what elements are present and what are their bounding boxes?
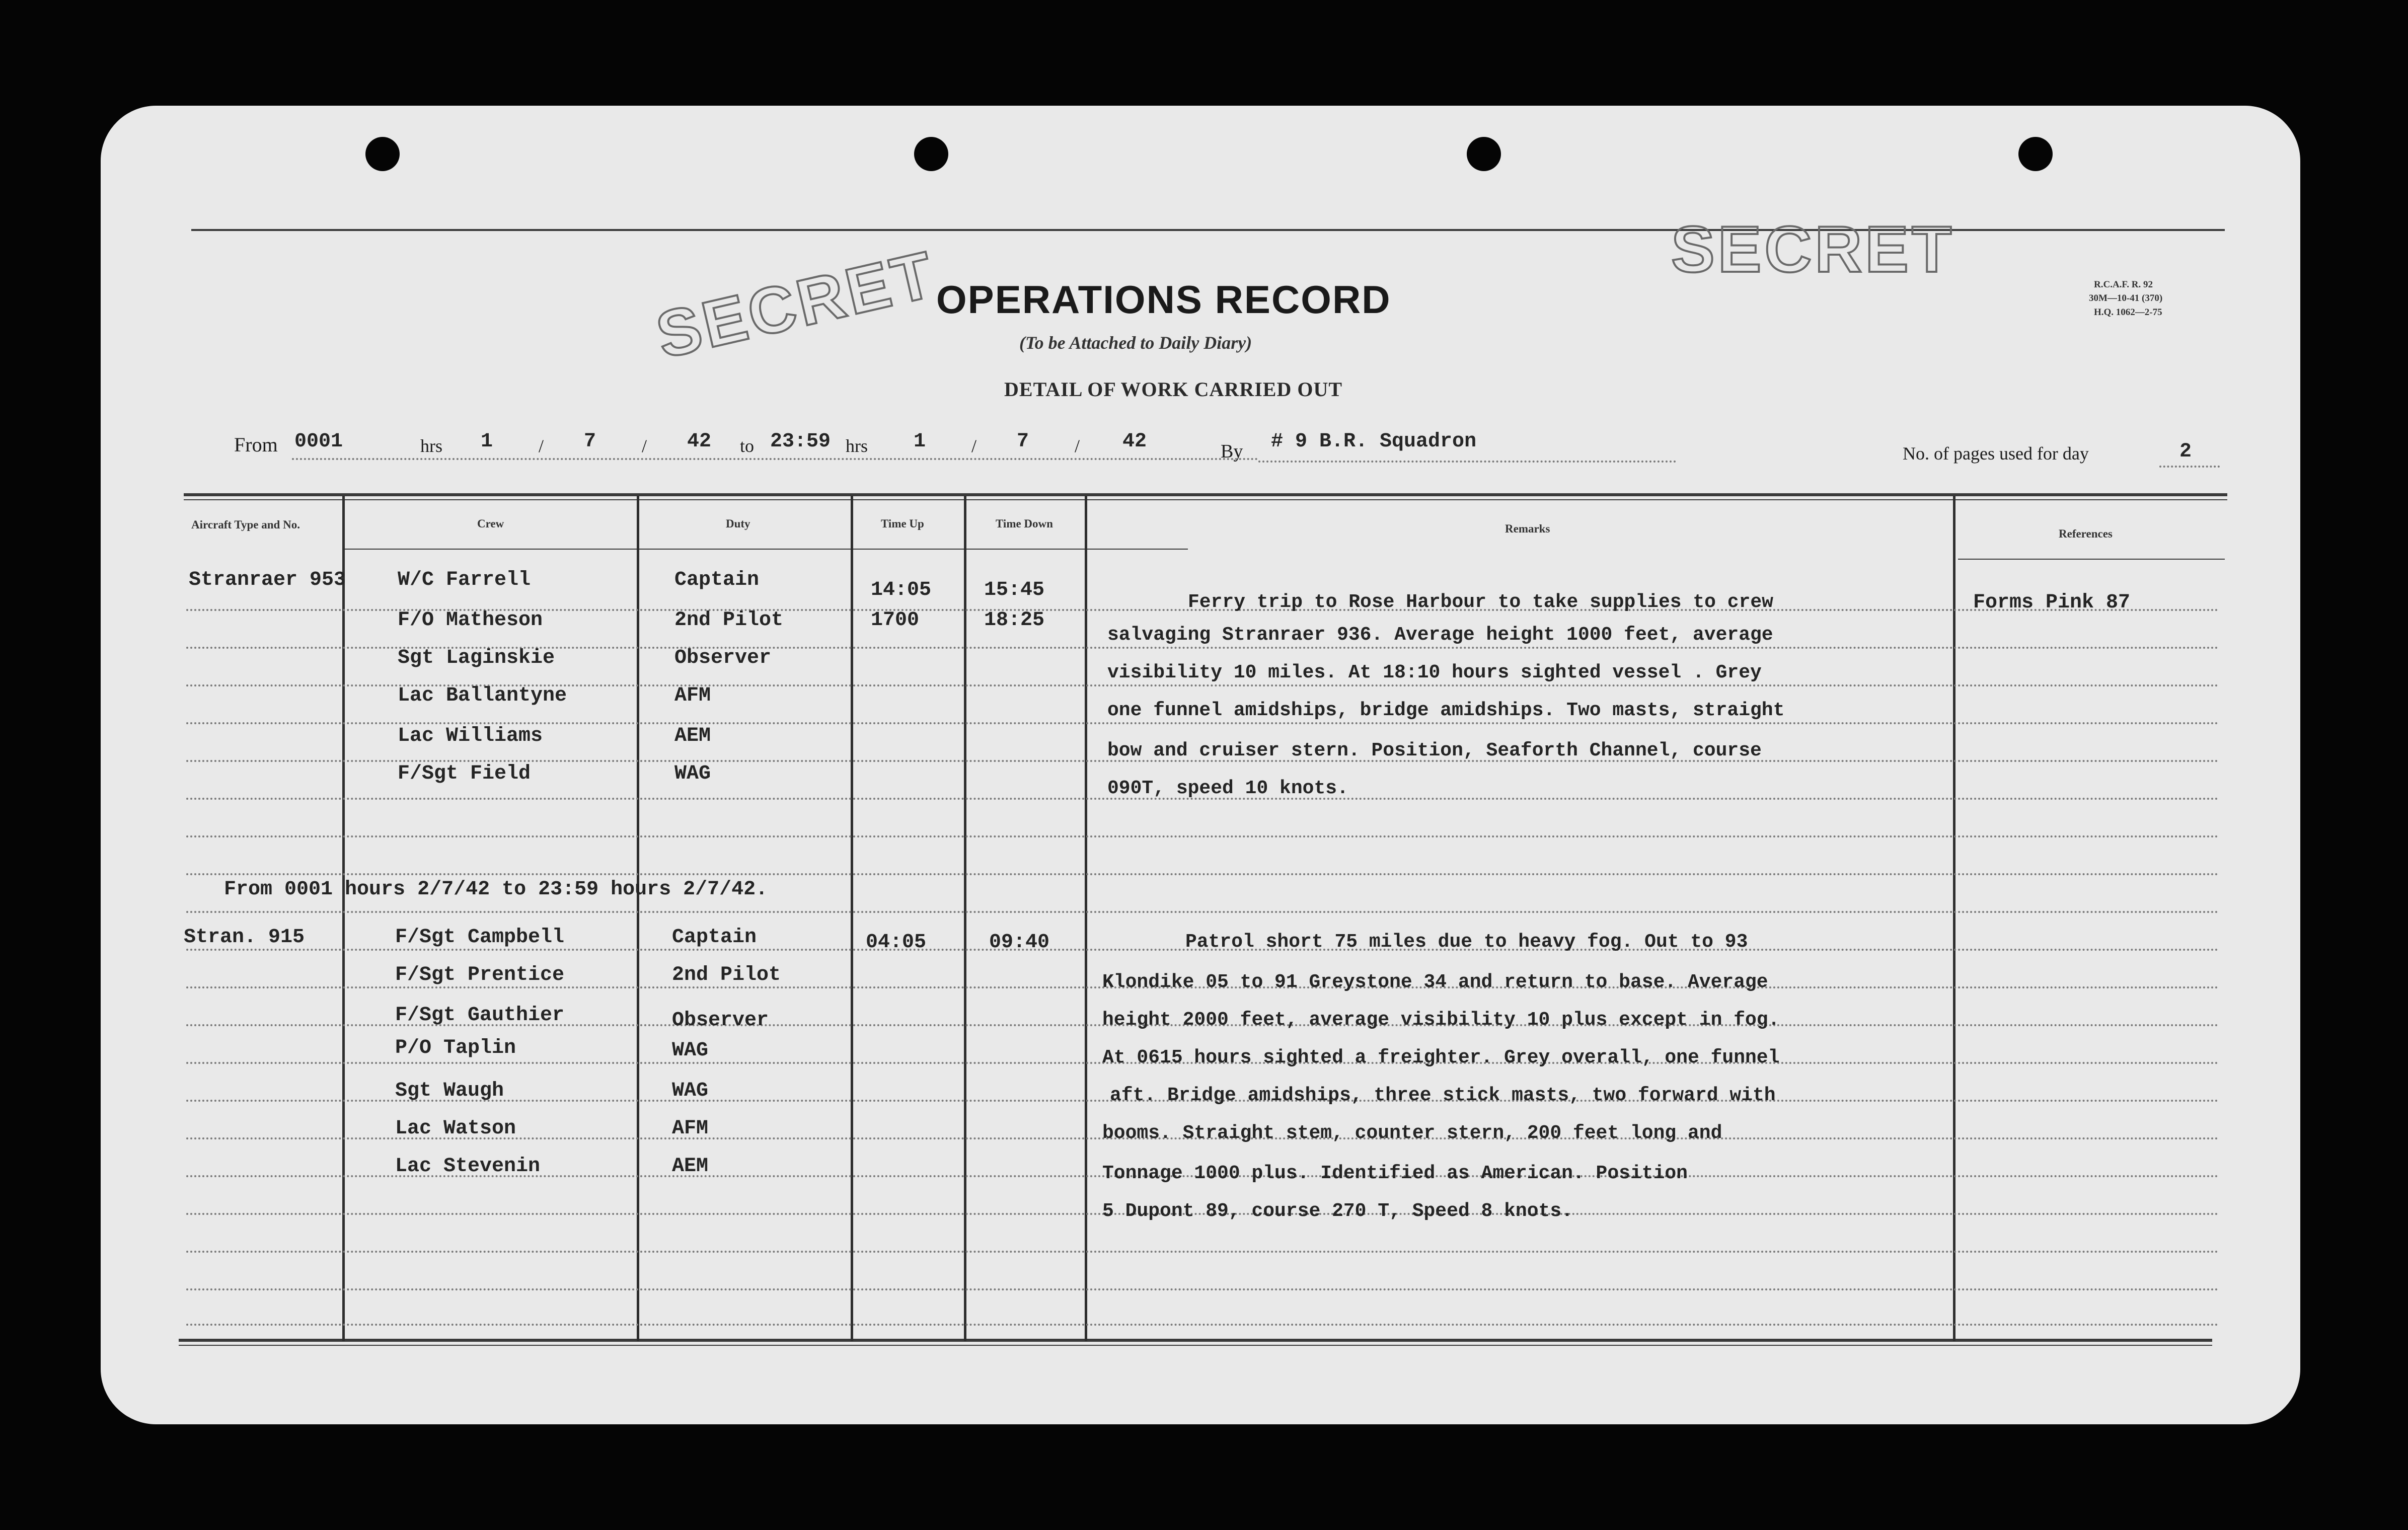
binder-hole (365, 137, 400, 171)
unit-underline (1258, 461, 1676, 463)
crew-name: F/Sgt Prentice (395, 964, 565, 986)
remarks-line: visibility 10 miles. At 18:10 hours sighted vessel . Grey (1107, 662, 1762, 683)
hrs-label: hrs (420, 436, 442, 456)
time-up: 1700 (871, 609, 920, 632)
time-down: 15:45 (984, 579, 1045, 601)
header-row-rule-refs (1958, 559, 2225, 560)
page-subtitle: (To be Attached to Daily Diary) (1019, 333, 1252, 353)
ruling-line (186, 873, 2220, 875)
remarks-line: Klondike 05 to 91 Greystone 34 and return to base. Average (1102, 971, 1768, 993)
remarks-line: 5 Dupont 89, course 270 T, Speed 8 knots. (1102, 1200, 1573, 1222)
slash: / (642, 436, 647, 456)
time-down: 18:25 (984, 609, 1045, 632)
reference-cell: Forms Pink 87 (1973, 591, 2131, 614)
from-day: 1 (481, 430, 493, 453)
aircraft-cell: Stran. 915 (184, 926, 305, 949)
binder-hole (2018, 137, 2053, 171)
crew-name: P/O Taplin (395, 1037, 516, 1059)
crew-duty: Observer (674, 647, 772, 669)
remarks-line: Tonnage 1000 plus. Identified as American. Position (1102, 1163, 1688, 1184)
col-header-crew: Crew (477, 517, 504, 530)
from-label: From (234, 433, 278, 456)
crew-name: F/Sgt Gauthier (395, 1004, 565, 1027)
remarks-line: bow and cruiser stern. Position, Seaforth Channel, course (1107, 740, 1762, 761)
col-header-time-up: Time Up (881, 517, 924, 530)
time-down: 09:40 (989, 931, 1050, 954)
crew-name: Sgt Waugh (395, 1080, 504, 1102)
crew-duty: WAG (672, 1080, 709, 1102)
pages-underline (2159, 466, 2220, 468)
form-ref-1: R.C.A.F. R. 92 (2094, 279, 2153, 290)
hrs-label-2: hrs (846, 436, 868, 456)
from-month: 7 (584, 430, 596, 453)
page-title: OPERATIONS RECORD (936, 277, 1391, 322)
col-header-time-down: Time Down (996, 517, 1053, 530)
crew-name: Sgt Laginskie (398, 647, 555, 669)
to-time: 23:59 (770, 430, 831, 453)
crew-name: W/C Farrell (398, 569, 531, 591)
to-year: 42 (1122, 430, 1147, 453)
remarks-line: Patrol short 75 miles due to heavy fog. Out to 93 (1185, 931, 1748, 953)
crew-duty: AFM (672, 1117, 709, 1140)
form-ref-2: 30M—10-41 (370) (2089, 293, 2163, 303)
to-month: 7 (1017, 430, 1029, 453)
table-top-rule-2 (184, 499, 2227, 500)
by-label: By (1221, 441, 1243, 462)
crew-duty: Captain (674, 569, 760, 591)
period-underline (292, 458, 1258, 460)
table-bottom-rule-2 (179, 1345, 2212, 1346)
crew-duty: Captain (672, 926, 757, 949)
detail-heading: DETAIL OF WORK CARRIED OUT (1004, 378, 1343, 401)
to-label: to (740, 436, 755, 456)
pages-label: No. of pages used for day (1903, 443, 2089, 464)
to-day: 1 (914, 430, 926, 453)
ruling-line (186, 1251, 2220, 1253)
slash: / (971, 436, 977, 456)
crew-duty: AFM (674, 684, 711, 707)
form-ref-3: H.Q. 1062—2-75 (2094, 307, 2162, 318)
time-up: 04:05 (866, 931, 927, 954)
remarks-line: 090T, speed 10 knots. (1107, 778, 1348, 799)
remarks-line: salvaging Stranraer 936. Average height 1000 feet, average (1107, 624, 1773, 646)
col-header-duty: Duty (726, 517, 750, 530)
table-top-rule (184, 493, 2227, 496)
table-bottom-rule (179, 1339, 2212, 1342)
crew-name: Lac Stevenin (395, 1155, 541, 1178)
crew-name: Lac Watson (395, 1117, 516, 1140)
from-time: 0001 (294, 430, 343, 453)
crew-duty: AEM (674, 725, 711, 747)
crew-duty: 2nd Pilot (672, 964, 781, 986)
col-header-remarks: Remarks (1505, 522, 1550, 535)
binder-hole (1467, 137, 1501, 171)
from-year: 42 (687, 430, 712, 453)
slash: / (539, 436, 544, 456)
operations-record-card (101, 106, 2300, 1424)
crew-name: F/O Matheson (398, 609, 543, 632)
crew-duty: 2nd Pilot (674, 609, 784, 632)
crew-duty: WAG (672, 1039, 709, 1062)
remarks-line: height 2000 feet, average visibility 10 plus except in fog. (1102, 1009, 1780, 1031)
aircraft-cell: Stranraer 953 (189, 569, 346, 591)
crew-name: F/Sgt Campbell (395, 926, 565, 949)
remarks-line: one funnel amidships, bridge amidships. Two masts, straight (1107, 700, 1785, 721)
period-2-line: From 0001 hours 2/7/42 to 23:59 hours 2/7/42. (224, 878, 768, 901)
remarks-line: aft. Bridge amidships, three stick masts, two forward with (1110, 1085, 1776, 1106)
header-row-rule (342, 549, 1188, 550)
col-header-aircraft: Aircraft Type and No. (191, 518, 300, 531)
unit-name: # 9 B.R. Squadron (1271, 430, 1477, 453)
col-header-references: References (2059, 527, 2113, 540)
crew-duty: AEM (672, 1155, 709, 1178)
crew-name: Lac Ballantyne (398, 684, 567, 707)
crew-name: F/Sgt Field (398, 762, 531, 785)
binder-hole (914, 137, 948, 171)
ruling-line (186, 835, 2220, 837)
time-up: 14:05 (871, 579, 932, 601)
ruling-line (186, 1324, 2220, 1326)
ruling-line (186, 911, 2220, 913)
crew-duty: Observer (672, 1009, 769, 1032)
crew-duty: WAG (674, 762, 711, 785)
secret-stamp-right: SECRET (1671, 212, 1955, 286)
ruling-line (186, 722, 2220, 724)
crew-name: Lac Williams (398, 725, 543, 747)
slash: / (1075, 436, 1080, 456)
remarks-line: At 0615 hours sighted a freighter. Grey overall, one funnel (1102, 1047, 1780, 1068)
remarks-line: booms. Straight stem, counter stern, 200 feet long and (1102, 1122, 1722, 1144)
pages-count: 2 (2179, 440, 2192, 463)
secret-stamp-left: SECRET (649, 237, 943, 372)
ruling-line (186, 1288, 2220, 1290)
remarks-line: Ferry trip to Rose Harbour to take supplies to crew (1188, 591, 1773, 613)
